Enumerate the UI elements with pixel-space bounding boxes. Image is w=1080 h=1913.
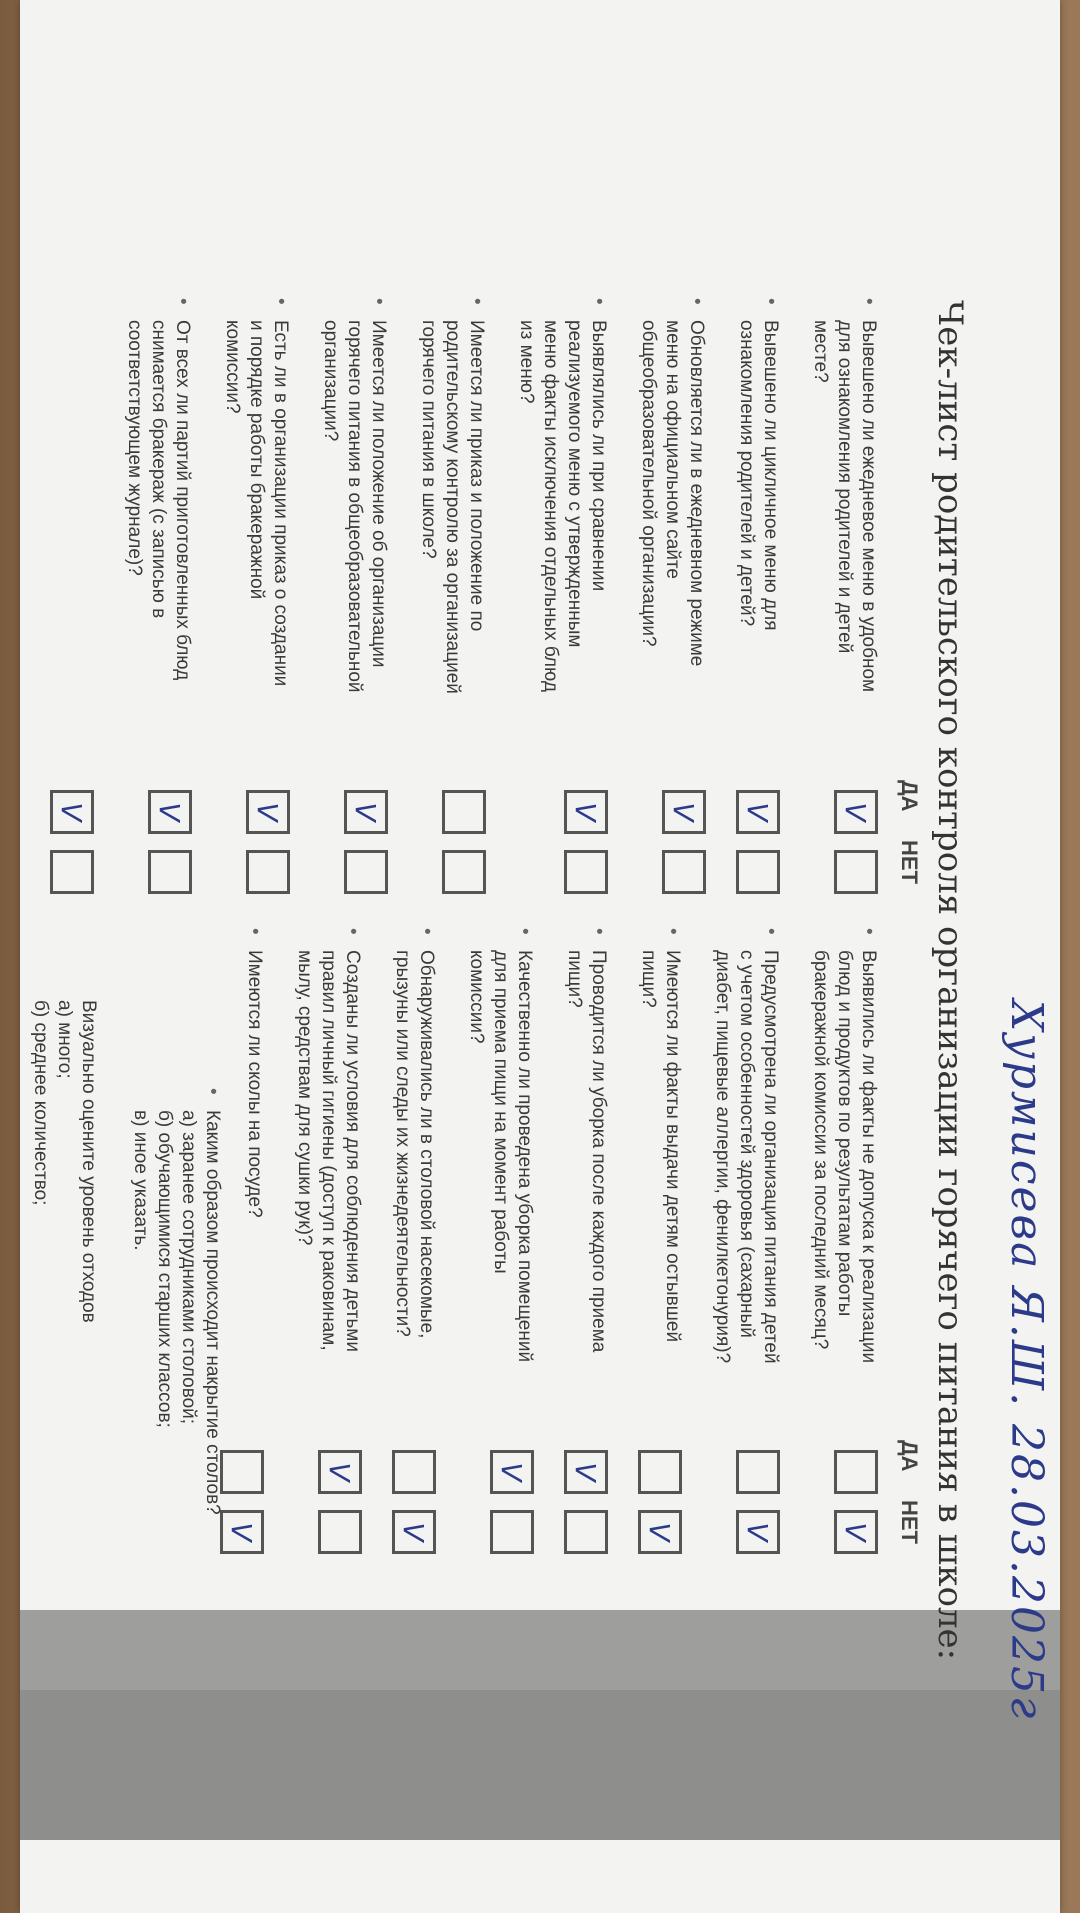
question-line: Имеется ли приказ и положение по	[466, 320, 487, 632]
table-setting-option-c: в) иное указать.	[130, 1110, 151, 1251]
question-line: правил личный гигиены (доступ к раковинам,	[318, 950, 339, 1351]
bullet-icon: •	[588, 298, 609, 305]
right-question	[562, 928, 610, 1430]
question-line: блюд и продуктов по результатам работы	[834, 950, 855, 1317]
question-line: организации?	[320, 320, 341, 442]
question-line: Проводится ли уборка после каждого приема	[588, 950, 609, 1353]
bullet-icon: •	[368, 298, 389, 305]
bullet-icon: •	[588, 928, 609, 935]
right-no-checkbox[interactable]	[490, 1510, 534, 1554]
right-yes-checkbox[interactable]: V	[318, 1450, 362, 1494]
bullet-icon: •	[686, 298, 707, 305]
left-yes-checkbox[interactable]: V	[834, 790, 878, 834]
left-no-checkbox[interactable]	[344, 850, 388, 894]
left-question	[514, 298, 610, 760]
bullet-icon: •	[416, 928, 437, 935]
question-line: меню на официальном сайте	[662, 320, 683, 579]
question-line: Обнаруживались ли в столовой насекомые,	[416, 950, 437, 1339]
right-question	[390, 928, 438, 1430]
question-line: для ознакомления родителей и детей	[834, 320, 855, 654]
left-question	[808, 298, 880, 760]
question-line: Качественно ли проведена уборка помещений	[514, 950, 535, 1363]
question-line: бракеражной комиссии за последний месяц?	[810, 950, 831, 1350]
question-line: комиссии?	[466, 950, 487, 1044]
question-line: Выявились ли факты не допуска к реализации	[858, 950, 879, 1364]
question-line: реализуемого меню с утвержденным	[564, 320, 585, 648]
left-yes-checkbox[interactable]: V	[246, 790, 290, 834]
left-no-checkbox[interactable]	[50, 850, 94, 894]
left-yes-checkbox[interactable]: V	[736, 790, 780, 834]
question-line: для приема пищи на момент работы	[490, 950, 511, 1274]
bullet-icon: •	[760, 928, 781, 935]
question-line: комиссии?	[222, 320, 243, 414]
waste-option-b: б) среднее количество;	[30, 1000, 51, 1206]
bullet-icon: •	[466, 298, 487, 305]
right-yes-header: ДА	[897, 1440, 922, 1472]
right-question	[464, 928, 536, 1430]
left-yes-checkbox[interactable]: V	[148, 790, 192, 834]
left-yes-checkbox[interactable]: V	[564, 790, 608, 834]
left-yes-header: ДА	[897, 780, 922, 812]
left-question	[416, 298, 488, 760]
right-no-checkbox[interactable]	[564, 1510, 608, 1554]
left-no-checkbox[interactable]	[662, 850, 706, 894]
left-yes-checkbox[interactable]: V	[344, 790, 388, 834]
question-line: месте?	[810, 320, 831, 383]
bullet-icon: •	[760, 298, 781, 305]
right-question	[242, 928, 266, 1430]
question-line: Выявлялись ли при сравнении	[588, 320, 609, 592]
handwritten-signature: Хурмисева Я.Ш. 28.03.2025г	[1001, 1000, 1052, 1721]
right-no-header: НЕТ	[897, 1500, 922, 1544]
left-question	[318, 298, 390, 760]
question-line: снимается бракераж (с записью в	[148, 320, 169, 619]
left-no-header: НЕТ	[897, 840, 922, 884]
question-line: От всех ли партий приготовленных блюд	[172, 320, 193, 681]
right-yes-checkbox[interactable]	[638, 1450, 682, 1494]
question-line: и порядке работы бракеражной	[246, 320, 267, 600]
bullet-icon: •	[514, 928, 535, 935]
left-question	[122, 298, 194, 760]
left-no-checkbox[interactable]	[736, 850, 780, 894]
question-line: горячего питания в школе?	[418, 320, 439, 559]
right-question	[636, 928, 684, 1430]
right-no-checkbox[interactable]: V	[220, 1510, 264, 1554]
right-no-checkbox[interactable]: V	[638, 1510, 682, 1554]
bullet-icon: •	[662, 928, 683, 935]
question-line: Вывешено ли цикличное меню для	[760, 320, 781, 631]
question-line: родительскому контролю за организацией	[442, 320, 463, 694]
bullet-icon: •	[858, 298, 879, 305]
right-yes-checkbox[interactable]	[834, 1450, 878, 1494]
left-no-checkbox[interactable]	[246, 850, 290, 894]
left-question	[636, 298, 708, 760]
table-setting-question: • Каким образом происходит накрытие столов?	[202, 1088, 223, 1515]
left-yes-checkbox[interactable]: V	[50, 790, 94, 834]
question-line: горячего питания в общеобразовательной	[344, 320, 365, 693]
right-no-checkbox[interactable]: V	[736, 1510, 780, 1554]
bullet-icon: •	[342, 928, 363, 935]
question-line: Есть ли в организации приказ о создании	[270, 320, 291, 687]
right-no-checkbox[interactable]	[318, 1510, 362, 1554]
right-no-checkbox[interactable]: V	[834, 1510, 878, 1554]
question-line: Имеются ли факты выдачи детям остывшей	[662, 950, 683, 1343]
paper-sheet	[20, 0, 1060, 1913]
bullet-icon: •	[172, 298, 193, 305]
left-no-checkbox[interactable]	[148, 850, 192, 894]
right-yes-checkbox[interactable]: V	[490, 1450, 534, 1494]
bullet-icon: •	[858, 928, 879, 935]
right-yes-checkbox[interactable]	[220, 1450, 264, 1494]
page-title: Чек-лист родительского контроля организации горячего питания в школе:	[930, 300, 970, 1661]
left-no-checkbox[interactable]	[564, 850, 608, 894]
bullet-icon: •	[270, 298, 291, 305]
right-question	[292, 928, 364, 1430]
left-question	[734, 298, 782, 760]
question-line: Созданы ли условия для соблюдения детьми	[342, 950, 363, 1352]
waste-question: Визуально оцените уровень отходов	[78, 1000, 99, 1323]
question-line: мылу, средствам для сушки рук)?	[294, 950, 315, 1246]
question-line: пищи?	[564, 950, 585, 1008]
question-line: соответствующем журнале)?	[124, 320, 145, 576]
question-line: Имеются ли сколы на посуде?	[244, 950, 265, 1218]
right-question	[710, 928, 782, 1430]
left-question	[220, 298, 292, 760]
table-setting-option-a: а) заранее сотрудниками столовой;	[178, 1110, 199, 1425]
left-no-checkbox[interactable]	[442, 850, 486, 894]
right-yes-checkbox[interactable]	[392, 1450, 436, 1494]
left-yes-checkbox[interactable]	[442, 790, 486, 834]
question-line: Обновляется ли в ежедневном режиме	[686, 320, 707, 667]
question-line: ознакомления родителей и детей?	[736, 320, 757, 627]
question-line: общеобразовательной организации?	[638, 320, 659, 647]
left-yes-checkbox[interactable]: V	[662, 790, 706, 834]
question-line: диабет, пищевые аллергии, фенилкетонурия)?	[712, 950, 733, 1364]
bullet-icon: •	[244, 928, 265, 935]
question-line: Имеется ли положение об организации	[368, 320, 389, 668]
question-line: из меню?	[516, 320, 537, 404]
left-no-checkbox[interactable]	[834, 850, 878, 894]
question-line: меню факты исключения отдельных блюд	[540, 320, 561, 692]
right-no-checkbox[interactable]: V	[392, 1510, 436, 1554]
right-yes-checkbox[interactable]: V	[564, 1450, 608, 1494]
question-line: грызуны или следы их жизнедеятельности?	[392, 950, 413, 1337]
question-line: Предусмотрена ли организация питания детей	[760, 950, 781, 1364]
waste-option-a: а) много;	[54, 1000, 75, 1079]
right-question	[808, 928, 880, 1430]
question-line: с учетом особенностей здоровья (сахарный	[736, 950, 757, 1338]
question-line: пищи?	[638, 950, 659, 1008]
table-setting-option-b: б) обучающимися старших классов;	[154, 1110, 175, 1428]
rotated-checklist	[20, 0, 1060, 1913]
right-yes-checkbox[interactable]	[736, 1450, 780, 1494]
question-line: Вывешено ли ежедневое меню в удобном	[858, 320, 879, 693]
